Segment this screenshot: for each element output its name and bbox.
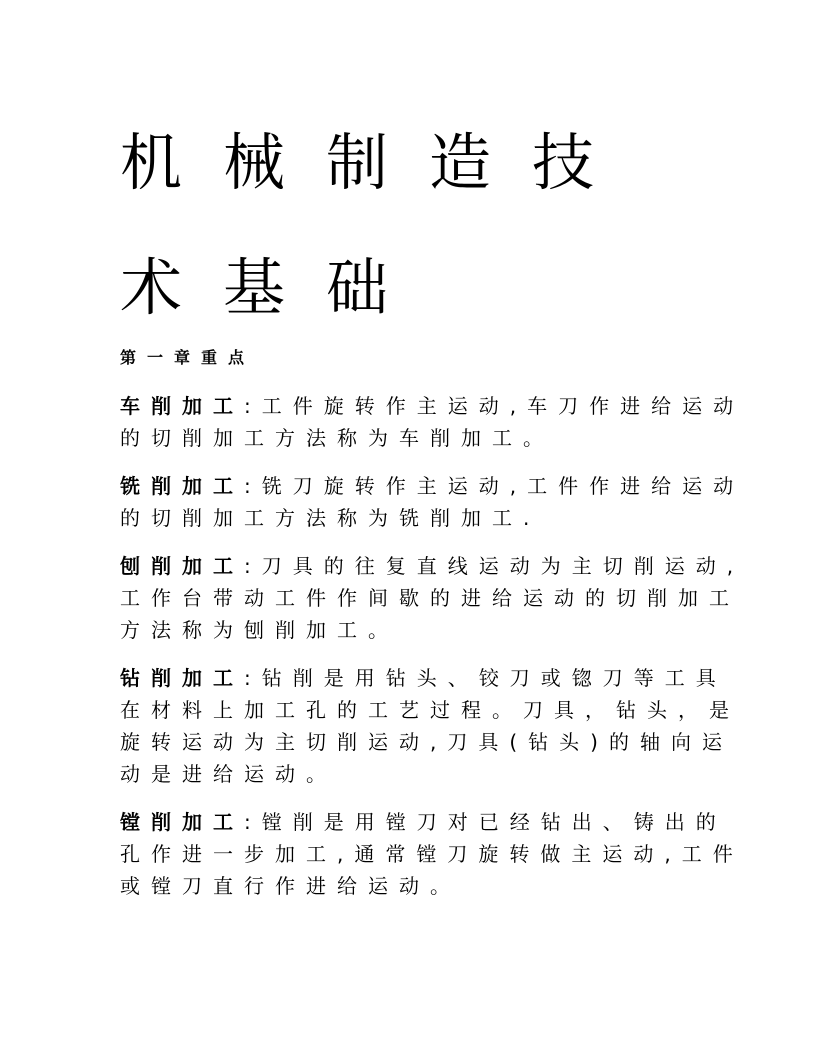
text-line [120, 582, 740, 614]
definition-text: 旋转运动为主切削运动,刀具(钻头)的轴向运 [120, 730, 733, 754]
text-line [120, 422, 720, 454]
text-line [120, 614, 720, 646]
definition-text: 孔作进一步加工,通常镗刀旋转做主运动,工件 [120, 842, 744, 866]
term-label: 镗削加工 [120, 810, 244, 834]
definition-text: :工件旋转作主运动,车刀作进给运动 [244, 394, 745, 418]
definition-text: 或镗刀直行作进给运动。 [120, 874, 461, 898]
definition-paragraph [120, 550, 745, 646]
definition-text: :铣刀旋转作主运动,工件作进给运动 [244, 474, 745, 498]
definition-text: 动是进给运动。 [120, 762, 337, 786]
term-label: 刨削加工 [120, 554, 244, 578]
text-line [120, 694, 740, 726]
definition-text: 在材料上加工孔的工艺过程。刀具，钻头，是 [120, 698, 740, 722]
definition-paragraph [120, 662, 740, 790]
term-label: 钻削加工 [120, 666, 244, 690]
text-line [120, 550, 745, 582]
chapter-heading: 第一章重点 [120, 348, 256, 367]
term-label: 铣削加工 [120, 474, 244, 498]
definition-text: 的切削加工方法称为铣削加工. [120, 506, 541, 530]
term-label: 车削加工 [120, 394, 244, 418]
text-line [120, 870, 720, 902]
text-line [120, 502, 720, 534]
text-line [120, 806, 727, 838]
text-line [120, 390, 745, 422]
document-title [120, 100, 635, 350]
definition-paragraph [120, 806, 744, 902]
definition-paragraph [120, 390, 745, 454]
text-line [120, 758, 720, 790]
definition-text: :刀具的往复直线运动为主切削运动, [244, 554, 745, 578]
text-line [120, 726, 733, 758]
text-line [120, 470, 745, 502]
definition-text: :镗削是用镗刀对已经钻出、铸出的 [244, 810, 727, 834]
definition-text: 工作台带动工件作间歇的进给运动的切削加工 [120, 586, 740, 610]
definition-paragraph [120, 470, 745, 534]
text-line [120, 838, 744, 870]
document-body [120, 390, 745, 918]
definition-text: 方法称为刨削加工。 [120, 618, 399, 642]
definition-text: 的切削加工方法称为车削加工。 [120, 426, 554, 450]
title-line: 机械制造技 [120, 126, 636, 199]
text-line [120, 662, 727, 694]
title-line: 术基础 [120, 251, 430, 324]
definition-text: :钻削是用钻头、铰刀或锪刀等工具 [244, 666, 727, 690]
